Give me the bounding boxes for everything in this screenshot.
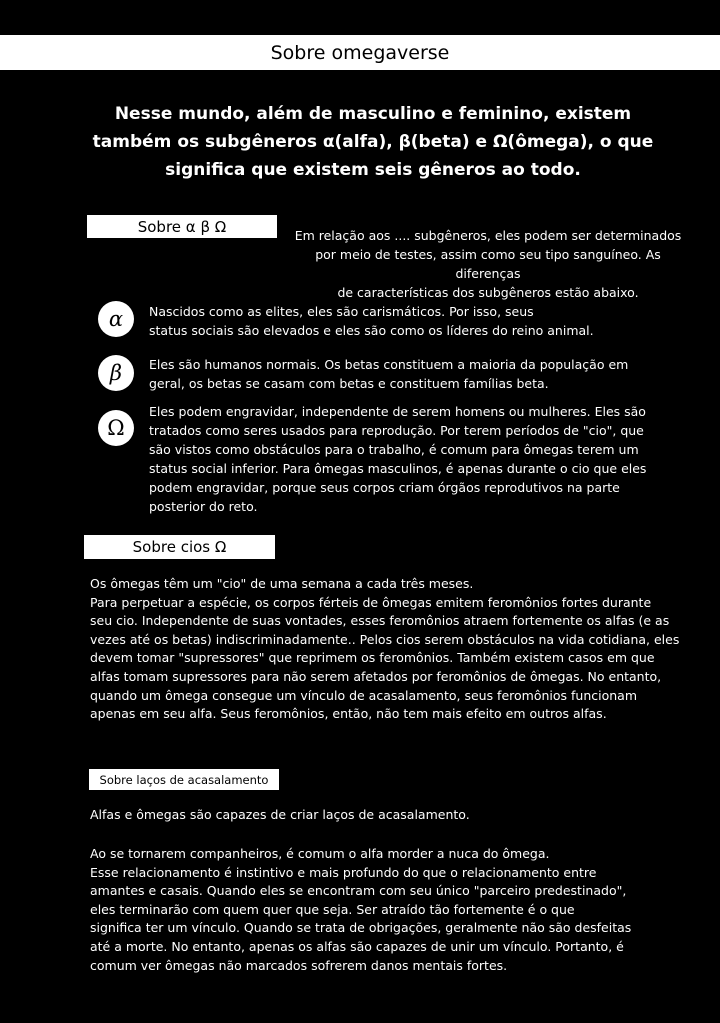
- section-label-text: Sobre laços de acasalamento: [99, 772, 269, 787]
- section-label-lacos: [89, 769, 279, 790]
- lacos-line: Esse relacionamento é instintivo e mais profundo do que o relacionamento entre: [90, 864, 597, 880]
- description-line: por meio de testes, assim como seu tipo sanguíneo. As diferenças: [315, 247, 661, 281]
- lacos-intro-line: Alfas e ômegas são capazes de criar laços de acasalamento.: [90, 807, 470, 822]
- intro-line: Nesse mundo, além de masculino e feminino, existem: [114, 104, 632, 124]
- omega-line: tratados como seres usados para reprodução. Por terem períodos de "cio", que: [149, 423, 644, 438]
- intro-line: significa que existem seis gêneros ao todo.: [165, 160, 581, 180]
- cios-line: vezes até os betas) indiscriminadamente.. Pelos cios serem obstáculos na vida cotidiana, eles: [90, 631, 680, 647]
- subgeneros-description: [283, 226, 693, 302]
- lacos-paragraph: [90, 845, 700, 975]
- omega-description: [149, 402, 689, 516]
- cios-line: Para perpetuar a espécie, os corpos férteis de ômegas emitem feromônios fortes durante: [90, 594, 652, 610]
- alpha-description: [149, 302, 689, 340]
- alpha-line: status sociais são elevados e eles são como os líderes do reino animal.: [149, 323, 594, 338]
- lacos-line: comum ver ômegas não marcados sofrerem danos mentais fortes.: [90, 957, 508, 973]
- omega-line: posterior do reto.: [149, 499, 258, 514]
- alpha-symbol: α: [108, 307, 124, 331]
- section-label-subgeneros: [87, 215, 277, 238]
- lacos-intro: [90, 806, 700, 825]
- lacos-line: significa ter um vínculo. Quando se trata de obrigações, geralmente não são desfeitas: [90, 920, 632, 936]
- cios-paragraph: [90, 575, 700, 724]
- section-label-text: Sobre α β Ω: [137, 217, 227, 236]
- alpha-line: Nascidos como as elites, eles são carismáticos. Por isso, seus: [149, 304, 534, 319]
- beta-icon: [98, 355, 134, 391]
- lacos-line: eles terminarão com quem quer que seja. Ser atraído tão fortemente é o que: [90, 901, 575, 917]
- omega-symbol: Ω: [107, 416, 125, 440]
- lacos-line: amantes e casais. Quando eles se encontram com seu único "parceiro predestinado",: [90, 883, 627, 899]
- lacos-line: até a morte. No entanto, apenas os alfas são capazes de unir um vínculo. Portanto, é: [90, 938, 624, 954]
- section-label-cios: [84, 535, 275, 559]
- omega-line: Eles podem engravidar, independente de serem homens ou mulheres. Eles são: [149, 404, 646, 419]
- cios-line: alfas tomam supressores para não serem afetados por feromônios de ômegas. No entanto,: [90, 668, 662, 684]
- cios-line: quando um ômega consegue um vínculo de acasalamento, seus feromônios funcionam: [90, 687, 638, 703]
- cios-line: Os ômegas têm um "cio" de uma semana a cada três meses.: [90, 576, 474, 591]
- lacos-line: Ao se tornarem companheiros, é comum o alfa morder a nuca do ômega.: [90, 846, 550, 861]
- omega-line: são vistos como obstáculos para o trabalho, é comum para ômegas terem um: [149, 442, 639, 457]
- cios-line: devem tomar "supressores" que reprimem os feromônios. Também existem casos em que: [90, 650, 655, 666]
- section-label-text: Sobre cios Ω: [132, 538, 227, 556]
- beta-symbol: β: [109, 361, 123, 385]
- intro-text: [78, 100, 668, 184]
- beta-line: Eles são humanos normais. Os betas constituem a maioria da população em: [149, 357, 629, 372]
- title-band: [0, 35, 720, 70]
- description-line: Em relação aos .... subgêneros, eles podem ser determinados: [294, 228, 682, 243]
- beta-line: geral, os betas se casam com betas e constituem famílias beta.: [149, 376, 549, 391]
- cios-line: apenas em seu alfa. Seus feromônios, então, não tem mais efeito em outros alfas.: [90, 706, 607, 722]
- alpha-icon: [98, 301, 134, 337]
- cios-line: seu cio. Independente de suas vontades, esses feromônios atraem fortemente os alfas (e as: [90, 613, 670, 629]
- omega-line: podem engravidar, porque seus corpos criam órgãos reprodutivos na parte: [149, 480, 620, 495]
- page-title: Sobre omegaverse: [270, 41, 450, 64]
- omega-line: status social inferior. Para ômegas masculinos, é apenas durante o cio que eles: [149, 461, 647, 476]
- omega-icon: [98, 410, 134, 446]
- intro-line: também os subgêneros α(alfa), β(beta) e Ω(ômega), o que: [92, 132, 654, 152]
- beta-description: [149, 355, 689, 393]
- description-line: de características dos subgêneros estão abaixo.: [337, 285, 639, 300]
